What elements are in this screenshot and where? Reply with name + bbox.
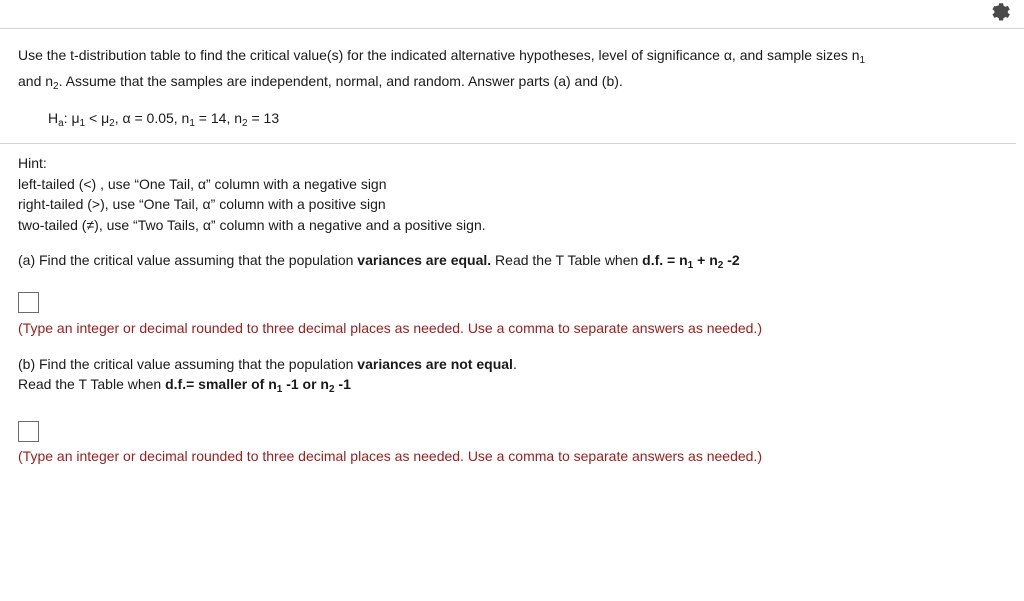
top-divider (0, 28, 1024, 29)
part-a-answer-input[interactable] (18, 292, 39, 313)
part-a-instruction: (Type an integer or decimal rounded to three decimal places as needed. Use a comma to separate answers as needed.) (18, 320, 762, 336)
hint-two-tailed: two-tailed (≠), use “Two Tails, α” column with a negative and a positive sign. (18, 216, 486, 233)
question-text: Use the t-distribution table to find the critical value(s) for the indicated alternative hypotheses, level of significance α, and sample sizes $n_1$ and $n_2$. Assume that the samples are independent, normal, and random. Answer parts (a) and (b). (18, 47, 866, 92)
alternative-hypothesis: $H_a$: $\mu_1 < \mu_2$, α = 0.05, $n_1 = 14$, $n_2 = 13$ (48, 110, 280, 129)
part-b-prompt: (b) Find the critical value assuming that the population variances are not equal. Read the T Table when d.f.= smaller of $n_1$ -1 or $n_2$ -1 (18, 356, 517, 395)
hint-left-tailed: left-tailed (<) , use “One Tail, α” column with a negative sign (18, 175, 387, 192)
question-stem (18, 42, 1008, 128)
part-b-answer-input[interactable] (18, 421, 39, 442)
hint-right-tailed: right-tailed (>), use “One Tail, α” column with a positive sign (18, 196, 386, 212)
section-divider (0, 143, 1016, 144)
part-b-instruction: (Type an integer or decimal rounded to three decimal places as needed. Use a comma to separate answers as needed.) (18, 448, 762, 464)
gear-icon[interactable] (988, 0, 1012, 22)
hint-title: Hint: (18, 155, 47, 171)
hint-block (18, 153, 486, 235)
part-a-prompt: (a) Find the critical value assuming that the population variances are equal. Read the T Table when d.f. = $n_1 + n_2$ -2 (18, 252, 740, 271)
